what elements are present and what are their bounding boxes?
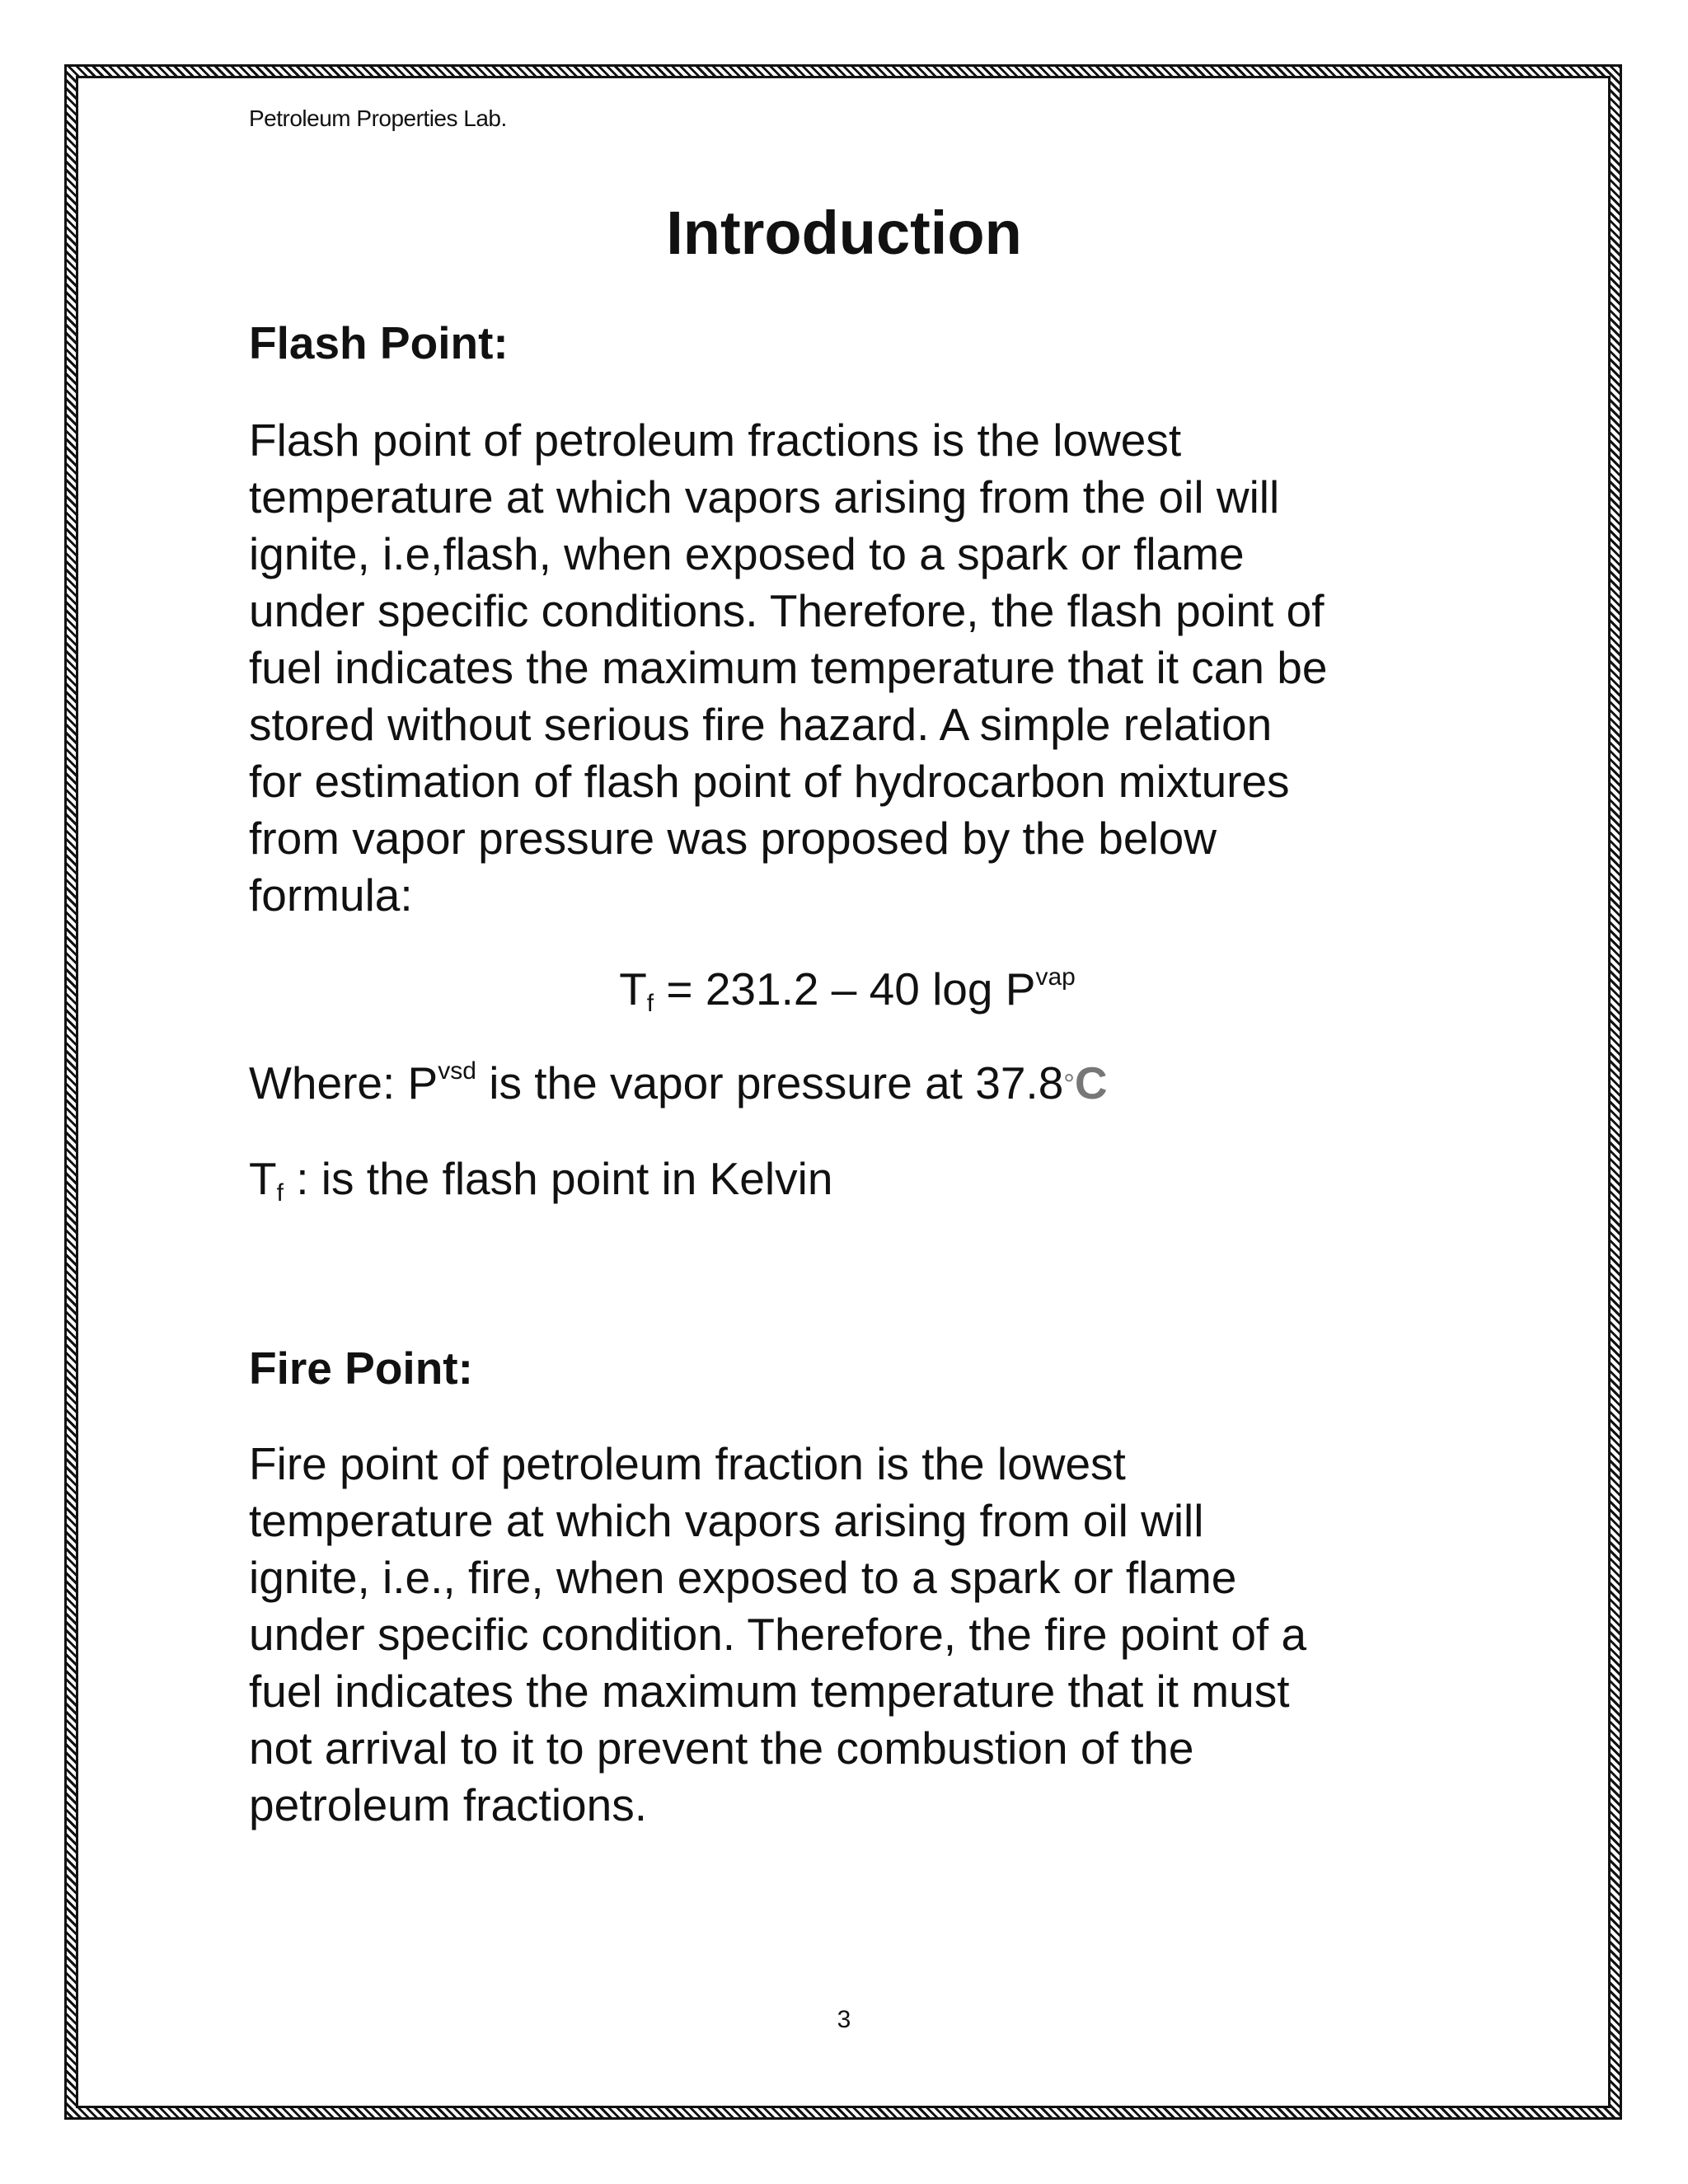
paragraph-line: ignite, i.e,flash, when exposed to a spark or flame <box>249 528 1245 579</box>
where-definition <box>249 1057 1108 1109</box>
paragraph-line: under specific conditions. Therefore, the flash point of <box>249 585 1325 636</box>
formula-lhs-subscript: f <box>646 990 654 1017</box>
paragraph-line: Flash point of petroleum fractions is the lowest <box>249 415 1182 466</box>
degree-symbol: ° <box>1063 1069 1075 1100</box>
celsius-unit: C <box>1074 1057 1108 1108</box>
tf-text: : is the flash point in Kelvin <box>283 1153 833 1204</box>
paragraph-line: not arrival to it to prevent the combustion of the <box>249 1722 1194 1774</box>
paragraph-line: ignite, i.e., fire, when exposed to a spark or flame <box>249 1552 1237 1603</box>
paragraph-line: temperature at which vapors arising from oil will <box>249 1495 1204 1546</box>
flash-point-formula <box>0 963 1688 1018</box>
formula-lhs: T <box>619 963 647 1015</box>
tf-symbol: T <box>249 1153 277 1204</box>
paragraph-line: fuel indicates the maximum temperature that it must <box>249 1666 1290 1717</box>
where-prefix: Where: P <box>249 1057 438 1108</box>
formula-rhs: = 231.2 – 40 log P <box>654 963 1036 1015</box>
paragraph-line: stored without serious fire hazard. A simple relation <box>249 699 1273 750</box>
fire-point-paragraph <box>249 1436 1535 1834</box>
paragraph-line: Fire point of petroleum fraction is the lowest <box>249 1438 1126 1489</box>
running-header: Petroleum Properties Lab. <box>249 105 507 131</box>
tf-subscript: f <box>276 1179 284 1207</box>
where-superscript: vsd <box>438 1057 476 1085</box>
paragraph-line: for estimation of flash point of hydrocarbon mixtures <box>249 756 1290 807</box>
paragraph-line: fuel indicates the maximum temperature that it can be <box>249 642 1328 693</box>
paragraph-line: formula: <box>249 869 413 921</box>
where-text: is the vapor pressure at 37.8 <box>476 1057 1064 1108</box>
paragraph-line: petroleum fractions. <box>249 1779 647 1830</box>
paragraph-line: temperature at which vapors arising from the oil will <box>249 471 1280 523</box>
formula-rhs-superscript: vap <box>1035 963 1076 991</box>
page-number: 3 <box>837 2006 851 2033</box>
tf-definition <box>249 1152 832 1207</box>
paragraph-line: from vapor pressure was proposed by the below <box>249 813 1217 864</box>
paragraph-line: under specific condition. Therefore, the fire point of a <box>249 1609 1307 1660</box>
page-title: Introduction <box>666 199 1022 267</box>
flash-point-paragraph <box>249 412 1535 924</box>
fire-point-heading: Fire Point: <box>249 1343 473 1394</box>
flash-point-heading: Flash Point: <box>249 317 509 368</box>
